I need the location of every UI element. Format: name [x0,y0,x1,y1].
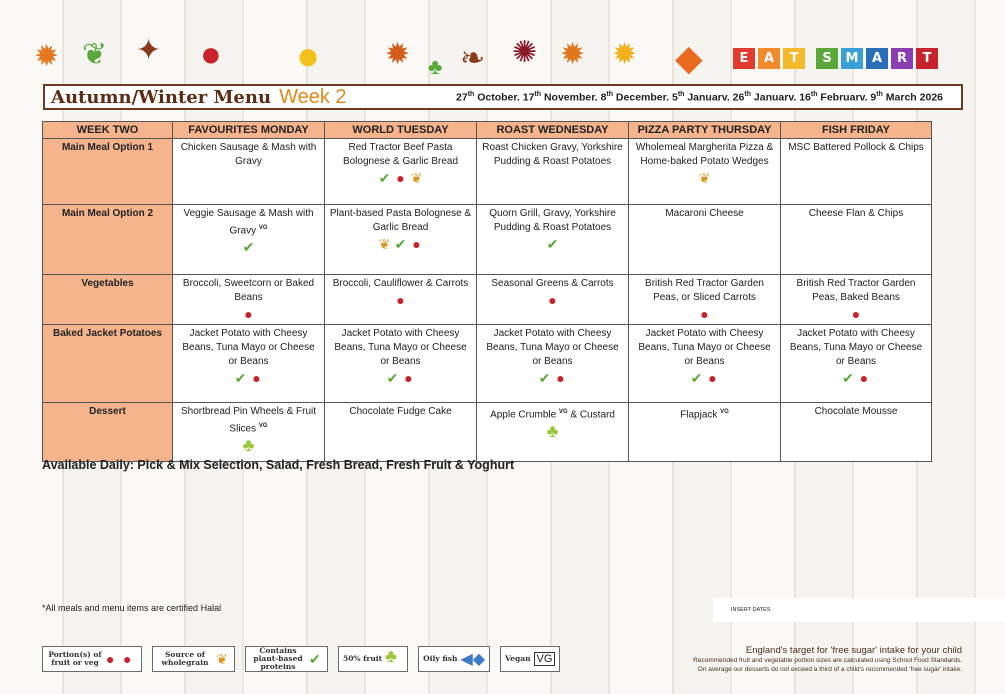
logo-letter: M [841,48,863,69]
legend-label: Portion(s) of fruit or veg [48,650,102,667]
legend-label: Vegan [505,654,531,663]
leaf-icon: ✹ [612,38,638,71]
column-header: FISH FRIDAY [781,122,932,139]
menu-item-icons [633,306,776,322]
menu-item-icons [481,423,624,445]
apple-icon: ● [123,651,132,667]
date-month: Februarv. [817,91,871,104]
menu-cell [629,275,781,325]
menu-cell [477,275,629,325]
menu-item-icons [633,170,776,186]
leaf-icon: ❧ [460,42,486,75]
date-suffix: th [744,90,751,98]
menu-item-icons [785,306,927,322]
title-bar [43,84,963,110]
menu-item-icons [785,370,927,386]
menu-item-text: Shortbread Pin Wheels & Fruit Slices [180,406,317,435]
page-title: Autumn/Winter Menu [51,86,272,108]
leaf-icon: ✹ [385,38,411,71]
legend [42,646,560,672]
menu-item-text: Flapjack [680,409,718,421]
logo-letter: A [758,48,780,69]
logo-letter: T [783,48,805,69]
leaf-icon: ✹ [34,40,60,73]
menu-cell [173,325,325,403]
legend-item [500,646,560,672]
legend-label: Oily fish [423,654,458,663]
apple-icon: ● [708,370,717,386]
apple-icon: ● [859,370,869,386]
sugar-target-line: Recommended fruit and vegetable portion sizes are calculated using School Food Standards. [693,657,962,664]
menu-cell [477,403,629,462]
menu-item-icons [481,292,624,308]
menu-item-icons [329,370,472,386]
table-row [43,139,932,205]
menu-item-text: Roast Chicken Gravy, Yorkshire Pudding & Roast Potatoes [482,142,623,167]
menu-item-text: Chicken Sausage & Mash with Gravy [180,142,317,167]
legend-item [338,646,408,672]
apple-icon: ● [851,306,861,322]
menu-item-text: Red Tractor Beef Pasta Bolognese & Garlic Bread [342,142,459,167]
leaf-icon: ✔ [546,236,559,252]
date-suffix: th [606,90,614,98]
table-row [43,275,932,325]
menu-cell [781,275,932,325]
date-month: Januarv. [750,91,800,104]
menu-table [42,121,932,462]
leaf-icon: ✔ [386,370,399,386]
date-month: Januarv. [684,91,733,104]
apple-icon: ● [700,306,709,322]
leaf-icon: ♣ [428,54,443,79]
eat-smart-logo [733,48,938,69]
menu-cell [325,139,477,205]
logo-letter: T [916,48,938,69]
row-label: Vegetables [43,275,173,325]
menu-item-text: Broccoli, Sweetcorn or Baked Beans [182,278,315,303]
menu-item-text: Jacket Potato with Cheesy Beans, Tuna Mayo or Cheese or Beans [638,328,771,367]
menu-dates [456,91,943,104]
menu-cell [325,403,477,462]
menu-item-icons [177,306,320,322]
vegan-badge: VG [258,423,268,429]
leaf-icon: ✔ [538,370,551,386]
apple-icon: ● [548,292,557,308]
date-day: 26 [732,91,745,104]
menu-item-icons [329,236,472,252]
sugar-target-heading: England's target for 'free sugar' intake for your child [745,645,962,656]
column-header: FAVOURITES MONDAY [173,122,325,139]
wheat-icon: ❦ [410,170,423,186]
leaf-icon: ✔ [378,170,391,186]
chilli-character-icon: ● [200,33,222,74]
menu-item-text: Chocolate Mousse [814,406,898,417]
menu-cell [325,275,477,325]
menu-cell [781,325,932,403]
legend-label: Source of wholegrain [161,650,209,667]
apple-icon: ● [556,370,565,386]
menu-cell [629,205,781,275]
apple-icon: ● [404,370,413,386]
date-month: October. [474,91,523,104]
pear-icon: ♣ [242,435,255,456]
menu-cell [629,403,781,462]
leaf-icon: ✔ [242,239,255,256]
legend-label: Contains plant-based proteins [253,646,303,671]
menu-cell [629,139,781,205]
legend-item [418,646,490,672]
date-suffix: th [876,90,883,98]
menu-cell [629,325,781,403]
vegan-badge: VG [720,409,729,415]
legend-item [152,646,235,672]
menu-item-text: Cheese Flan & Chips [808,208,904,219]
pepper-character-icon: ◆ [675,37,703,78]
date-suffix: th [534,90,542,98]
row-label: Main Meal Option 1 [43,139,173,205]
menu-item-icons [329,292,472,308]
leaf-icon: ✔ [234,370,247,386]
menu-cell [173,205,325,275]
menu-cell [781,403,932,462]
logo-letter: S [816,48,838,69]
apple-icon: ● [396,292,405,308]
wheat-icon: ❦ [216,651,228,667]
date-day: 16 [799,91,811,104]
leaf-icon: ✔ [309,651,321,667]
menu-cell [477,139,629,205]
date-month: March 2026 [882,91,943,104]
apple-icon: ● [396,170,405,186]
menu-item-icons [177,437,320,459]
menu-item-text: British Red Tractor Garden Peas, or Sliced Carrots [645,278,764,303]
menu-item-text: Wholemeal Margherita Pizza & Home-baked Potato Wedges [635,142,774,167]
date-suffix: th [467,90,475,98]
menu-item-text: Jacket Potato with Cheesy Beans, Tuna Mayo or Cheese or Beans [182,328,315,367]
column-header: WORLD TUESDAY [325,122,477,139]
halal-note: *All meals and menu items are certified Halal [42,603,222,613]
table-row [43,325,932,403]
menu-item-text: Veggie Sausage & Mash with Gravy [183,208,314,237]
date-day: 5 [671,91,678,104]
sun-character-icon: ● [296,34,321,78]
menu-item-icons [481,370,624,386]
logo-letter: R [891,48,913,69]
date-day: 9 [870,91,877,104]
leaf-icon: ✹ [560,38,586,71]
leaf-icon: ✦ [136,34,162,67]
wheat-icon: ❦ [698,170,711,186]
logo-letter: E [733,48,755,69]
leaf-icon: ❦ [82,38,108,71]
menu-item-text: Quorn Grill, Gravy, Yorkshire Pudding & Roast Potatoes [489,208,616,233]
vegan-badge: VG [258,225,268,231]
menu-item-text: MSC Battered Pollock & Chips [788,142,924,153]
menu-cell [781,205,932,275]
leaf-icon: ✔ [394,236,407,252]
table-row [43,403,932,462]
menu-item-text: Seasonal Greens & Carrots [491,278,614,289]
menu-item-text: Jacket Potato with Cheesy Beans, Tuna Mayo or Cheese or Beans [334,328,467,367]
menu-item-icons [177,370,320,386]
menu-cell [173,403,325,462]
menu-cell [173,139,325,205]
apple-icon: ● [252,370,261,386]
menu-item-text: Jacket Potato with Cheesy Beans, Tuna Mayo or Cheese or Beans [486,328,619,367]
date-month: November. [541,91,601,104]
fish-icon: ◀◆ [460,651,486,668]
vegan-badge: VG [534,652,556,666]
apple-icon: ● [412,236,421,252]
menu-cell [477,205,629,275]
legend-label: 50% fruit [343,654,383,663]
menu-cell [477,325,629,403]
vegan-badge: VG [559,409,568,415]
apple-icon: ● [244,306,253,322]
menu-cell [325,205,477,275]
menu-item-text: Chocolate Fudge Cake [349,406,452,417]
leaf-icon: ✔ [690,370,703,386]
menu-cell [781,139,932,205]
menu-item-icons [329,170,472,186]
menu-item-text: & Custard [567,409,615,421]
available-daily: Available Daily: Pick & Mix Selection, Salad, Fresh Bread, Fresh Fruit & Yoghurt [42,458,515,472]
menu-item-icons [633,370,776,386]
column-header: WEEK TWO [43,122,173,139]
insert-dates-box: INSERT DATES [713,598,1005,622]
week-label: Week 2 [279,85,347,108]
menu-item-icons [177,239,320,255]
column-header: ROAST WEDNESDAY [477,122,629,139]
row-label: Baked Jacket Potatoes [43,325,173,403]
logo-letter: A [866,48,888,69]
wheat-icon: ❦ [378,236,391,252]
leaf-icon: ✔ [842,370,854,386]
sugar-target [640,645,962,674]
apple-icon: ● [106,651,115,667]
menu-item-text: British Red Tractor Garden Peas, Baked Beans [796,278,916,303]
table-header-row [43,122,932,139]
date-day: 27 [456,91,468,104]
pear-icon: ♣ [385,646,397,666]
leaf-icon: ✺ [512,36,538,69]
table-row [43,205,932,275]
column-header: PIZZA PARTY THURSDAY [629,122,781,139]
row-label: Dessert [43,403,173,462]
sugar-target-line: On average our desserts do not exceed a third of a child's recommended 'free sugar' intake. [697,666,962,673]
date-suffix: th [810,90,818,98]
menu-item-text: Apple Crumble [490,409,557,421]
row-label: Main Meal Option 2 [43,205,173,275]
menu-cell [173,275,325,325]
menu-item-text: Macaroni Cheese [665,208,744,219]
menu-item-text: Broccoli, Cauliflower & Carrots [332,278,469,289]
menu-item-icons [481,236,624,252]
menu-item-text: Jacket Potato with Cheesy Beans, Tuna Mayo or Cheese or Beans [789,328,923,367]
date-suffix: th [677,90,685,98]
pear-icon: ♣ [546,421,559,442]
date-day: 17 [522,91,535,104]
legend-item [42,646,142,672]
date-day: 8 [600,91,607,104]
menu-cell [325,325,477,403]
date-month: December. [613,91,672,104]
menu-item-text: Plant-based Pasta Bolognese & Garlic Bread [329,208,472,233]
legend-item [245,646,328,672]
